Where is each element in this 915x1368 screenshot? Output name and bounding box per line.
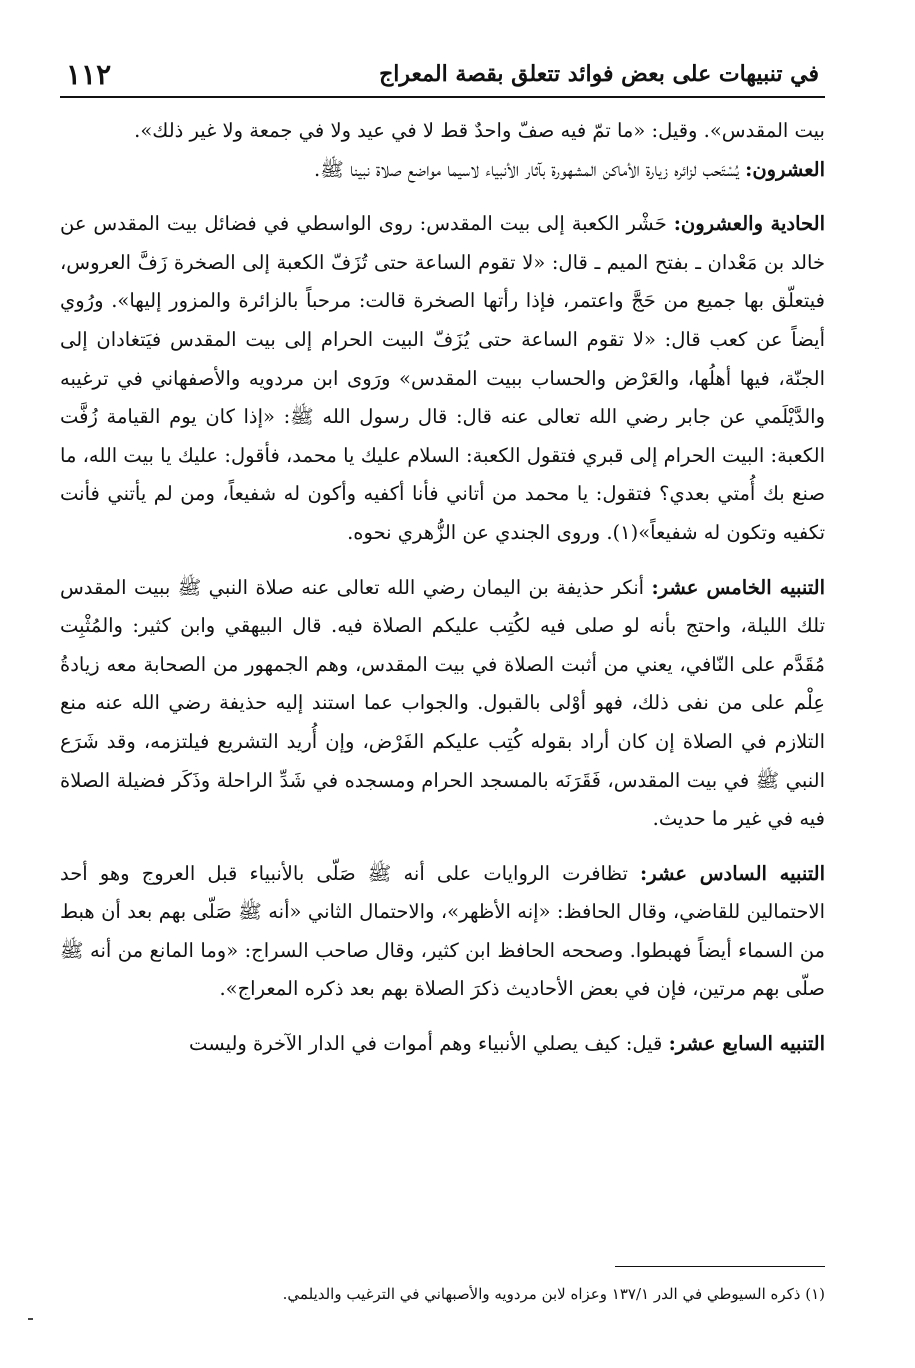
paragraph: [60, 569, 825, 839]
paragraph-text: قيل: كيف يصلي الأنبياء وهم أموات في الدار الآخرة وليست: [189, 1032, 669, 1056]
paragraph: [60, 205, 825, 552]
paragraph-text: يُسْتَحب لزائره زيارة الأماكن المشهورة بآثار الأنبياء لاسيما مواضع صلاة نبينا ﷺ.: [314, 157, 746, 181]
paragraph-text: بيت المقدس». وقيل: «ما تمّ فيه صفّ واحدٌ قط لا في عيد ولا في جمعة ولا غير ذلك».: [134, 119, 825, 142]
paragraph-heading: التنبيه السادس عشر:: [640, 861, 825, 885]
page-number: ١١٢: [66, 57, 112, 91]
paragraph-heading: الحادية والعشرون:: [673, 212, 825, 236]
paragraph-heading: التنبيه الخامس عشر:: [651, 575, 825, 599]
paragraph-text: حَشْر الكعبة إلى بيت المقدس: روى الواسطي في فضائل بيت المقدس عن خالد بن مَعْدان ـ بفتح الميم ـ قال: «لا تقوم الساعة حتى تُزَفّ الكعبة إلى الصخرة زَفَّ العروس، فيتعلّق بها جميع من حَجَّ واعتمر، فإذا رأتها الصخرة قالت: مرحباً بالزائرة والمزور إليها». ورُوي أيضاً عن كعب قال: «لا تقوم الساعة حتى يُزَفّ البيت الحرام إلى بيت المقدس فيَتغادان إلى الجنّة، فيها أهلُها، والعَرْض والحساب ببيت المقدس» ورَوى ابن مردويه والأصفهاني في ترغيبه والدَّيْلَمي عن جابر رضي الله تعالى عنه قال: قال رسول الله ﷺ: «إذا كان يوم القيامة زُفَّت الكعبة: البيت الحرام إلى قبري فتقول الكعبة: السلام عليك يا محمد، فأقول: عليك يا بيت الله، ما صنع بك أُمتي بعدي؟ فتقول: يا محمد من أتاني فأنا أكفيه وأكون له شفيعاً، ومن لم يأتني فأنت تكفيه وتكون له شفيعاً»(١). وروى الجندي عن الزُّهري نحوه.: [60, 212, 825, 544]
footnote-divider: [615, 1266, 825, 1267]
page-header: [60, 52, 825, 98]
running-title: في تنبيهات على بعض فوائد تتعلق بقصة المعراج: [379, 61, 819, 87]
paragraph: [60, 112, 825, 151]
paragraph-heading: العشرون:: [745, 157, 825, 181]
paragraph-text: تظافرت الروايات على أنه ﷺ صَلّى بالأنبياء قبل العروج وهو أحد الاحتمالين للقاضي، وقال الحافظ: «إنه الأظهر»، والاحتمال الثاني «أنه ﷺ صَلّى بهم بعد أن هبط من السماء أيضاً فهبطوا. وصححه الحافظ ابن كثير، وقال صاحب السراج: «وما المانع من أنه ﷺ صلّى بهم مرتين، فإن في بعض الأحاديث ذكرَ الصلاة بهم بعد ذكره المعراج».: [60, 861, 825, 1001]
scan-mark: [28, 1318, 33, 1320]
footnote: (١) ذكره السيوطي في الدر ١٣٧/١ وعزاه لابن مردويه والأصبهاني في الترغيب والديلمي.: [282, 1285, 825, 1303]
paragraph: [60, 855, 825, 1009]
paragraph: [60, 151, 825, 190]
main-text: [60, 112, 825, 1064]
paragraph: [60, 1025, 825, 1064]
paragraph-text: أنكر حذيفة بن اليمان رضي الله تعالى عنه صلاة النبي ﷺ ببيت المقدس تلك الليلة، واحتج بأنه لو صلى فيه لكُتِب عليكم الصلاة فيه. قال البيهقي وابن كثير: والمُثْبِت مُقَدَّم على النّافي، يعني من أثبت الصلاة في بيت المقدس، وهم الجمهور من الصحابة معه زيادةُ عِلْم على من نفى ذلك، فهو أوْلى بالقبول. والجواب عما استند إليه حذيفة رضي الله عنه منع التلازم في الصلاة إن كان أراد بقوله كُتِب عليكم الفَرْض، وإن أُريد التشريع فيلتزمه، وقد شَرَع النبي ﷺ في بيت المقدس، فَقَرَنَه بالمسجد الحرام ومسجده في شَدِّ الراحلة وذَكَر فضيلة الصلاة فيه في غير ما حديث.: [60, 575, 825, 831]
paragraph-heading: التنبيه السابع عشر:: [668, 1032, 825, 1056]
